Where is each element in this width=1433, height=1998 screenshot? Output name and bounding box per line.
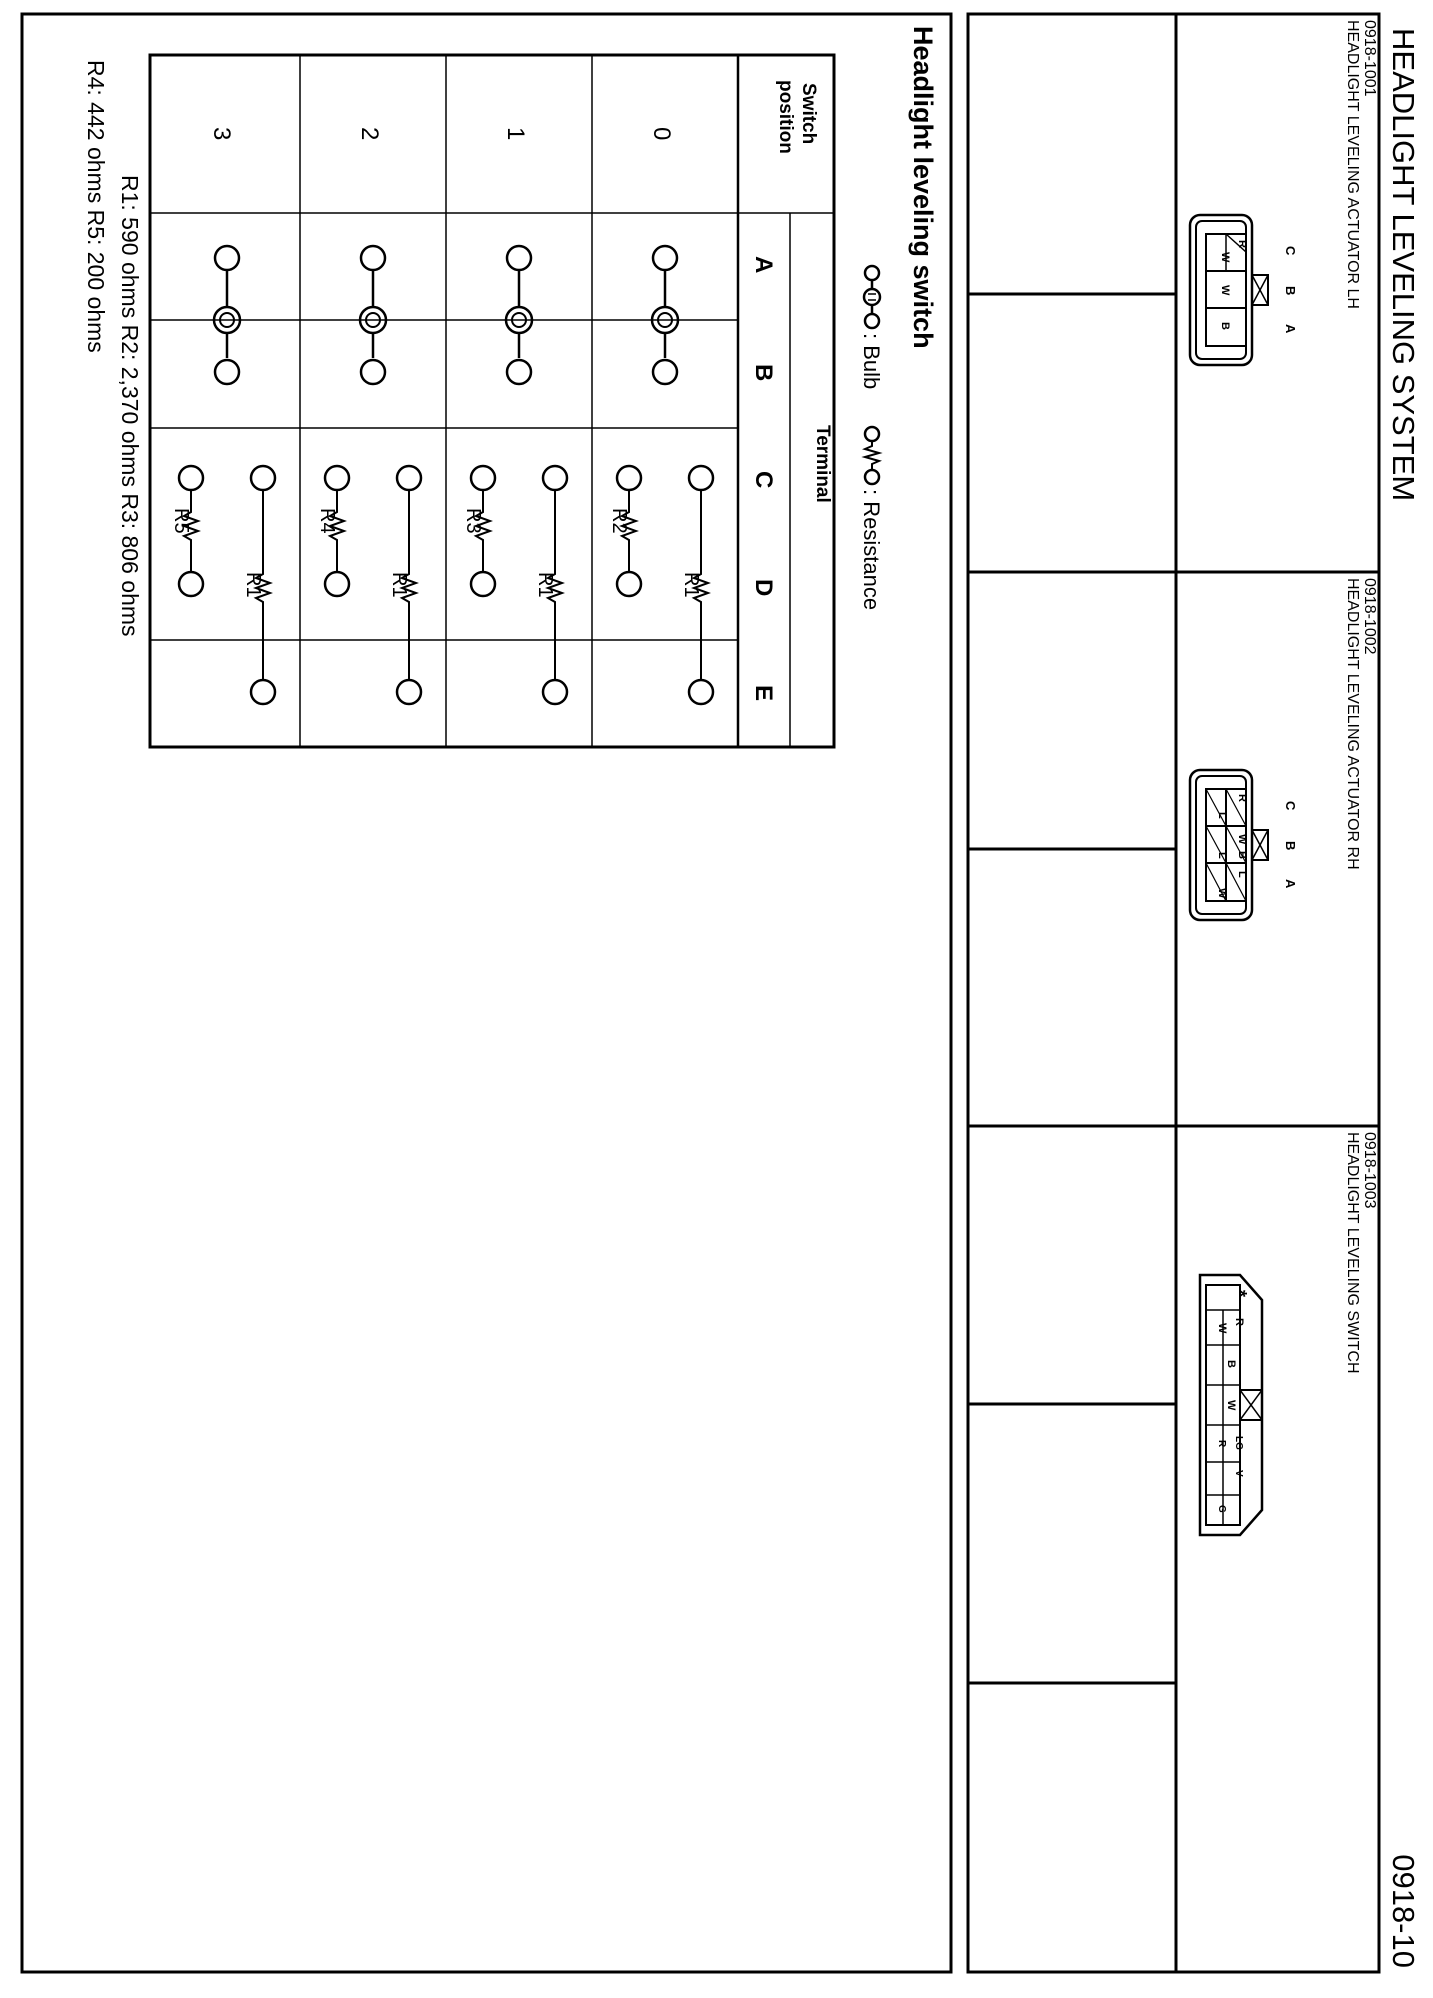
pin-label: B xyxy=(1283,286,1298,296)
resistor-label-r1: R1 xyxy=(534,572,556,598)
terminal-node xyxy=(617,466,641,490)
resistance-legend xyxy=(859,427,884,610)
bulb-legend xyxy=(859,266,884,389)
legend-bulb-label: : Bulb xyxy=(859,333,884,390)
wire-color: * xyxy=(1230,1290,1250,1298)
header-switch: Switch xyxy=(798,83,819,145)
position-3: 3 xyxy=(208,127,235,141)
wire-color: V xyxy=(1233,1470,1244,1477)
wire-color: B xyxy=(1219,322,1231,330)
connector-0918-1003 xyxy=(1200,1132,1378,1535)
wire-color: W xyxy=(1216,888,1228,899)
terminal-node xyxy=(543,680,567,704)
terminal-node xyxy=(653,360,677,384)
resistor-icon xyxy=(865,441,879,470)
wire-color: LG xyxy=(1233,1436,1244,1450)
connector-plug-drawing xyxy=(1190,770,1268,920)
wire-color: B xyxy=(1225,1360,1237,1368)
terminal-node xyxy=(179,572,203,596)
wire-color: G xyxy=(1216,1505,1227,1513)
terminal-node xyxy=(325,466,349,490)
pin-label: C xyxy=(1283,801,1298,811)
header-terminal: Terminal xyxy=(812,425,833,503)
resistance-values-line2: R4: 442 ohms R5: 200 ohms xyxy=(83,60,109,353)
terminal-node xyxy=(397,680,421,704)
wire-color: R xyxy=(1236,240,1248,248)
page-header xyxy=(1386,28,1421,1968)
resistor-label-r1: R1 xyxy=(242,572,264,598)
wire-color: B xyxy=(1236,851,1248,859)
pin-label: A xyxy=(1283,879,1298,889)
position-0: 0 xyxy=(648,127,675,141)
circuit-symbols xyxy=(170,246,713,704)
terminal-node xyxy=(617,572,641,596)
connector-0918-1002 xyxy=(1190,578,1378,920)
connector-name: HEADLIGHT LEVELING ACTUATOR RH xyxy=(1344,578,1361,870)
wire-color: R xyxy=(1233,1318,1245,1326)
terminal-node xyxy=(325,572,349,596)
wire-color: R xyxy=(1216,1440,1227,1448)
switch-table xyxy=(150,55,834,747)
wire-color: W xyxy=(1236,834,1248,845)
position-2: 2 xyxy=(356,127,383,141)
connector-code: 0918-1002 xyxy=(1361,578,1378,655)
connector-code: 0918-1003 xyxy=(1361,1132,1378,1209)
resistor-label: R4 xyxy=(316,508,338,534)
resistor-label: R5 xyxy=(170,508,192,534)
terminal-node xyxy=(397,466,421,490)
terminal-node xyxy=(215,246,239,270)
connector-name: HEADLIGHT LEVELING ACTUATOR LH xyxy=(1344,20,1361,309)
connector-name: HEADLIGHT LEVELING SWITCH xyxy=(1344,1132,1361,1374)
terminal-node xyxy=(507,360,531,384)
terminal-node xyxy=(215,360,239,384)
connector-frame xyxy=(968,14,1379,1972)
terminal-b: B xyxy=(750,364,777,382)
terminal-node xyxy=(507,246,531,270)
header-position: position xyxy=(775,80,796,154)
wire-color: W xyxy=(1216,1323,1228,1334)
terminal-node xyxy=(251,466,275,490)
wire-color: W xyxy=(1225,1400,1237,1411)
terminal-node xyxy=(251,680,275,704)
terminal-node xyxy=(471,572,495,596)
wire-color: L xyxy=(1236,871,1248,878)
terminal-node xyxy=(689,680,713,704)
position-1: 1 xyxy=(502,127,529,141)
resistor-label-r1: R1 xyxy=(388,572,410,598)
wire-color: L xyxy=(1216,852,1228,859)
terminal-node xyxy=(361,246,385,270)
terminal-c: C xyxy=(750,471,777,489)
resistor-label-r1: R1 xyxy=(680,572,702,598)
bulb-icon xyxy=(864,289,880,305)
wire-color: L xyxy=(1216,812,1228,819)
page-title: HEADLIGHT LEVELING SYSTEM xyxy=(1386,28,1421,502)
terminal-node xyxy=(543,466,567,490)
terminal-node xyxy=(471,466,495,490)
terminal-a: A xyxy=(750,256,777,274)
connector-0918-1001 xyxy=(1190,20,1378,365)
terminal-node xyxy=(653,246,677,270)
resistance-values-line1: R1: 590 ohms R2: 2,370 ohms R3: 806 ohms xyxy=(117,175,143,637)
pin-label: B xyxy=(1283,841,1298,851)
switch-heading: Headlight leveling switch xyxy=(908,26,938,349)
terminal-node xyxy=(179,466,203,490)
terminal-d: D xyxy=(750,579,777,597)
pin-label: C xyxy=(1283,246,1298,256)
terminal-node xyxy=(689,466,713,490)
wire-color: R xyxy=(1236,794,1248,802)
pin-label: A xyxy=(1283,324,1298,334)
connector-code: 0918-1001 xyxy=(1361,20,1378,97)
terminal-node xyxy=(361,360,385,384)
terminal-e: E xyxy=(750,685,777,702)
page-number: 0918-10 xyxy=(1386,1854,1421,1968)
legend-resistance-label: : Resistance xyxy=(859,489,884,611)
wire-color: W xyxy=(1219,285,1231,296)
wire-color: W xyxy=(1219,252,1231,263)
resistor-label: R2 xyxy=(608,508,630,534)
switch-section xyxy=(22,14,951,1972)
resistor-label: R3 xyxy=(462,508,484,534)
